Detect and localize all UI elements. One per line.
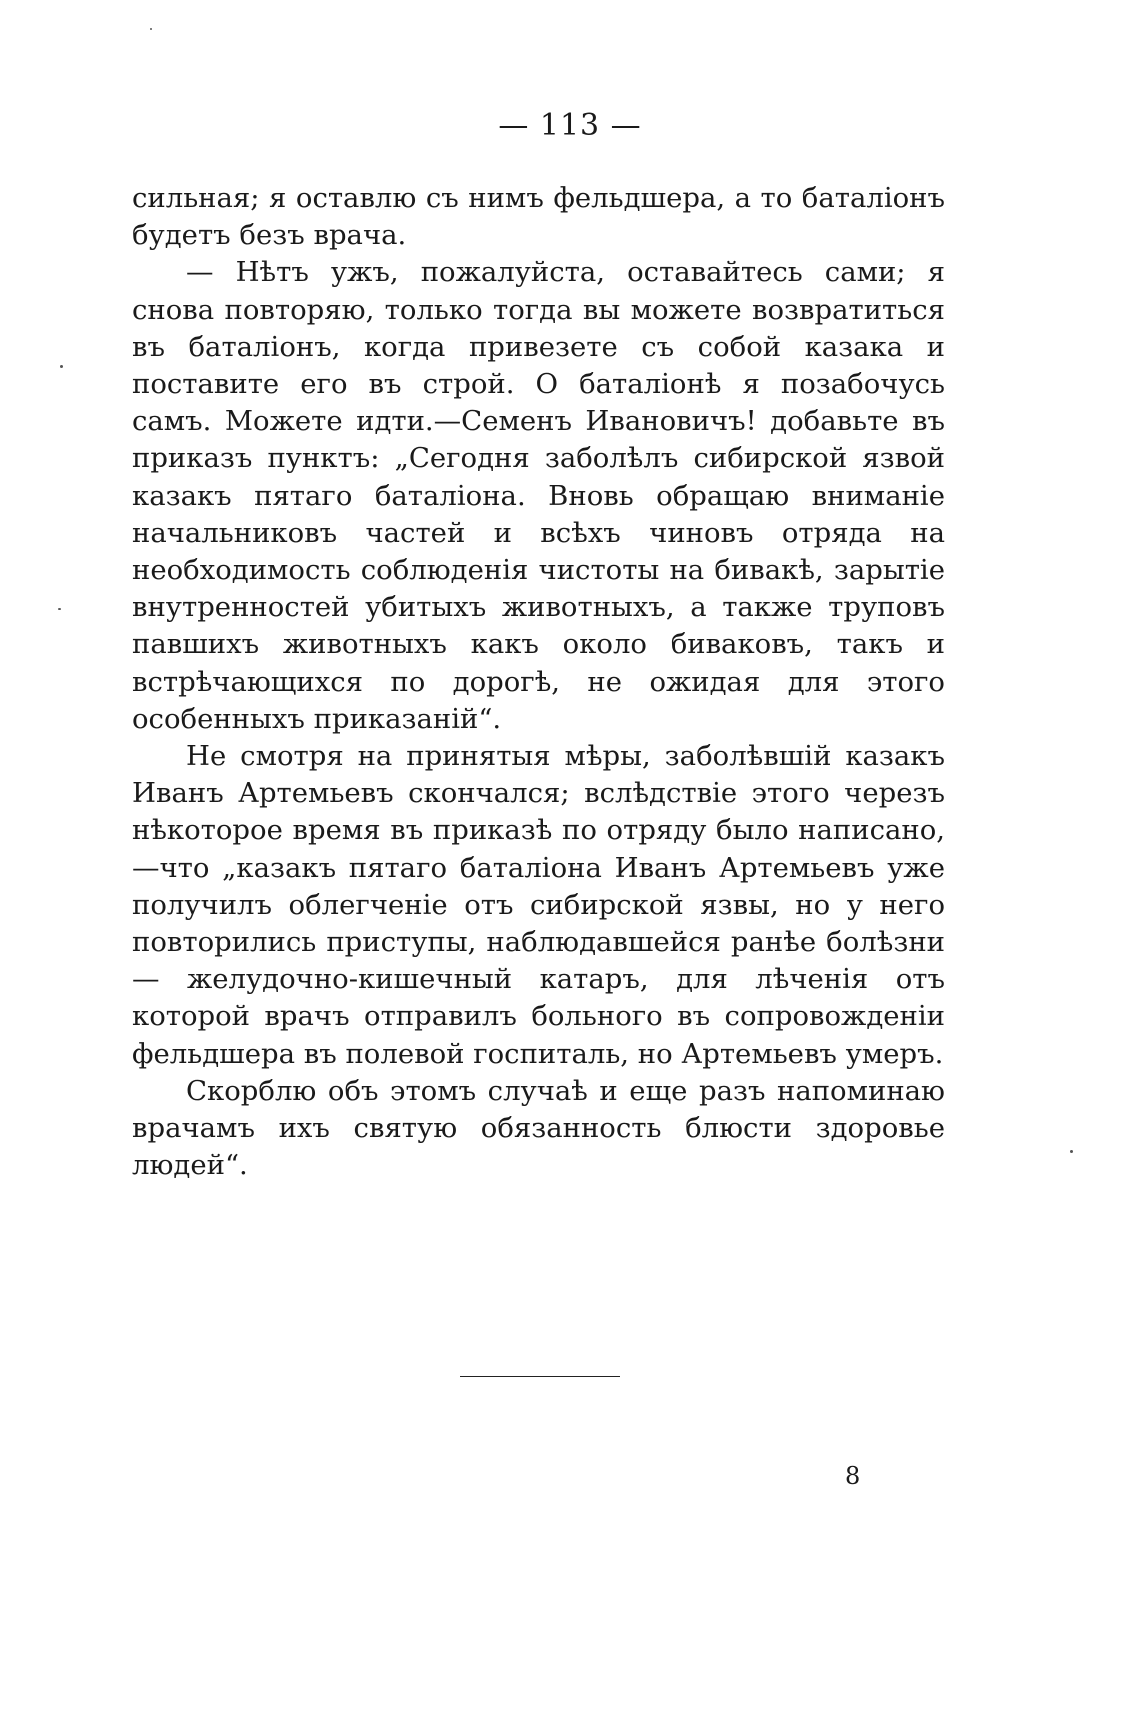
paper-speck	[58, 608, 61, 610]
paragraph-continuation: сильная; я оставлю съ нимъ фельдшера, а то баталіонъ будетъ безъ врача.	[132, 182, 945, 252]
paper-speck	[1070, 1150, 1073, 1153]
paragraph-dialogue: — Нѣтъ ужъ, пожалуйста, оставайтесь сами; я снова повторяю, только тогда вы можете возвратиться въ баталіонъ, когда привезете съ собой казака и поставите его въ строй. О баталіонѣ я позабочусь самъ. Можете идти.—Семенъ Ивановичъ! добавьте въ приказъ пунктъ: „Сегодня заболѣлъ сибирской язвой казакъ пятаго баталіона. Вновь обращаю вниманіе начальниковъ частей и всѣхъ чиновъ отряда на необходимость соблюденія чистоты на бивакѣ, зарытіе внутренностей убитыхъ животныхъ, а также труповъ павшихъ животныхъ какъ около биваковъ, такъ и встрѣчающихся по дорогѣ, не ожидая для этого особенныхъ приказаній“.	[132, 256, 945, 735]
printer-signature-mark: 8	[845, 1462, 861, 1490]
main-text	[132, 180, 945, 1184]
paper-speck	[60, 365, 63, 368]
paragraph-closing: Скорблю объ этомъ случаѣ и еще разъ напоминаю врачамъ ихъ святую обязанность блюсти здоровье людей“.	[132, 1074, 945, 1182]
section-divider	[460, 1376, 620, 1377]
paper-speck	[150, 28, 152, 30]
paragraph-narration: Не смотря на принятыя мѣры, заболѣвшій казакъ Иванъ Артемьевъ скончался; вслѣдствіе этого черезъ нѣкоторое время въ приказѣ по отряду было написано,—что „казакъ пятаго баталіона Иванъ Артемьевъ уже получилъ облегченіе отъ сибирской язвы, но у него повторились приступы, наблюдавшейся ранѣе болѣзни — желудочно-кишечный катаръ, для лѣченія отъ которой врачъ отправилъ больного въ сопровожденіи фельдшера въ полевой госпиталь, но Артемьевъ умеръ.	[132, 740, 945, 1070]
page-number: — 113 —	[498, 108, 642, 143]
